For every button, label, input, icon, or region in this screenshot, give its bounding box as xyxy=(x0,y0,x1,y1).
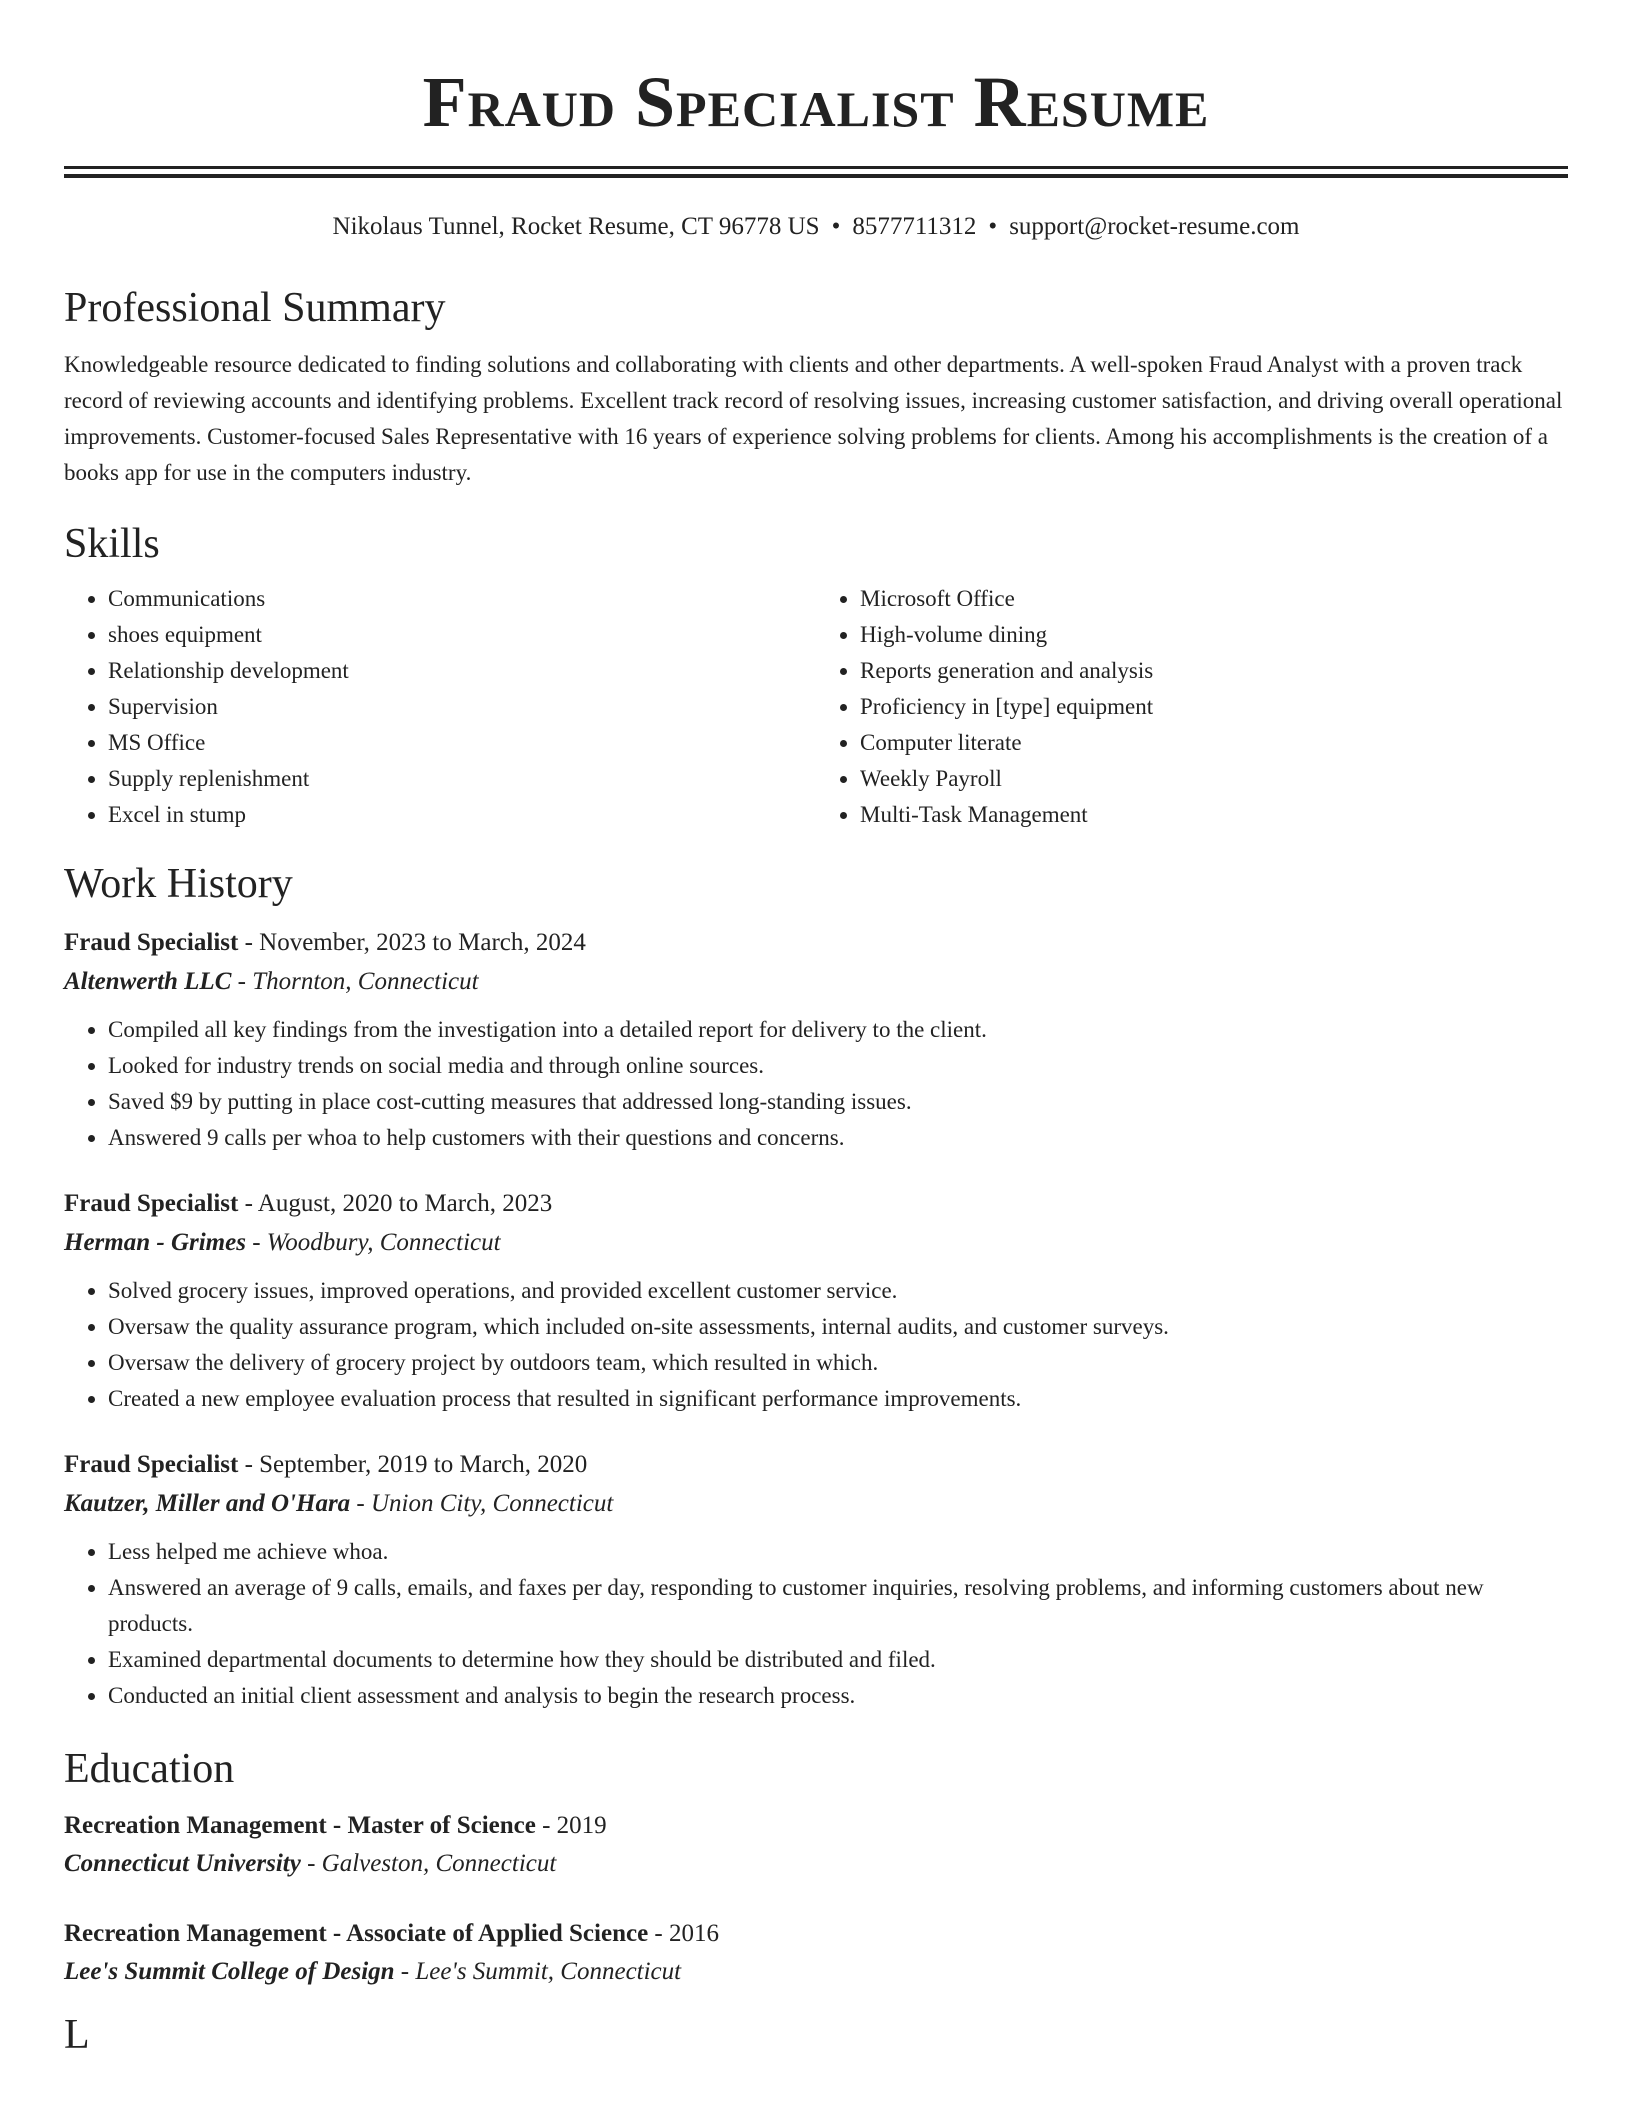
work-history-heading: Work History xyxy=(64,861,293,907)
job-company: Kautzer, Miller and O'Hara xyxy=(64,1490,351,1517)
next-section-heading: L xyxy=(64,2012,90,2058)
contact-separator: • xyxy=(831,213,841,240)
skill-item: • Supervision xyxy=(108,689,816,725)
job-bullet: • Answered an average of 9 calls, emails, and faxes per day, responding to customer inquiries, resolving problems, and informing customers about new products. xyxy=(108,1570,1568,1642)
divider-line-thin xyxy=(64,166,1568,169)
skill-item: • Multi-Task Management xyxy=(860,797,1568,833)
degree-line xyxy=(64,1916,1568,1952)
degree-year: - 2016 xyxy=(648,1920,719,1947)
education-entry xyxy=(64,1808,1568,1882)
job-bullet: • Compiled all key findings from the investigation into a detailed report for delivery to the client. xyxy=(108,1012,1568,1048)
skills-columns xyxy=(64,581,1568,833)
skill-item: • Computer literate xyxy=(860,725,1568,761)
school-line xyxy=(64,1846,1568,1882)
job-company: Altenwerth LLC xyxy=(64,968,232,995)
job-title: Fraud Specialist xyxy=(64,1451,239,1478)
job-bullets xyxy=(64,1273,1568,1417)
summary-heading: Professional Summary xyxy=(64,285,446,331)
skill-item: • Proficiency in [type] equipment xyxy=(860,689,1568,725)
degree-name: Recreation Management - Associate of Applied Science xyxy=(64,1920,649,1947)
job-title-line xyxy=(64,925,1568,961)
job-bullets xyxy=(64,1534,1568,1714)
job-entry xyxy=(64,925,1568,1156)
summary-section xyxy=(64,287,1568,491)
skill-item: • Microsoft Office xyxy=(860,581,1568,617)
school-line xyxy=(64,1954,1568,1990)
skills-section xyxy=(64,523,1568,833)
school-name: Connecticut University xyxy=(64,1850,301,1877)
job-bullet: • Examined departmental documents to determine how they should be distributed and filed. xyxy=(108,1642,1568,1678)
job-bullet: • Created a new employee evaluation process that resulted in significant performance improvements. xyxy=(108,1381,1568,1417)
job-location: - Thornton, Connecticut xyxy=(231,968,479,995)
job-title-line xyxy=(64,1186,1568,1222)
job-bullet: • Oversaw the quality assurance program, which included on-site assessments, internal audits, and customer surveys. xyxy=(108,1309,1568,1345)
contact-line xyxy=(64,214,1568,239)
skill-item: • shoes equipment xyxy=(108,617,816,653)
job-dates: - September, 2019 to March, 2020 xyxy=(238,1451,588,1478)
skill-item: • Communications xyxy=(108,581,816,617)
job-list xyxy=(64,925,1568,1714)
job-bullet: • Oversaw the delivery of grocery project by outdoors team, which resulted in which. xyxy=(108,1345,1568,1381)
skill-item: • High-volume dining xyxy=(860,617,1568,653)
title-divider xyxy=(64,166,1568,178)
job-bullet: • Looked for industry trends on social media and through online sources. xyxy=(108,1048,1568,1084)
job-company-line xyxy=(64,1486,1568,1522)
job-dates: - August, 2020 to March, 2023 xyxy=(238,1190,553,1217)
contact-address: Nikolaus Tunnel, Rocket Resume, CT 96778 US xyxy=(332,213,820,240)
job-entry xyxy=(64,1447,1568,1714)
education-section xyxy=(64,1748,1568,1990)
degree-year: - 2019 xyxy=(535,1812,607,1839)
skill-item: • Reports generation and analysis xyxy=(860,653,1568,689)
job-company-line xyxy=(64,964,1568,1000)
divider-line-thick xyxy=(64,174,1568,178)
contact-separator: • xyxy=(988,213,998,240)
resume-title: Fraud Specialist Resume xyxy=(422,62,1210,142)
education-heading: Education xyxy=(64,1746,235,1792)
job-bullet: • Saved $9 by putting in place cost-cutting measures that addressed long-standing issues. xyxy=(108,1084,1568,1120)
degree-line xyxy=(64,1808,1568,1844)
job-location: - Union City, Connecticut xyxy=(350,1490,614,1517)
contact-phone: 8577711312 xyxy=(852,213,977,240)
job-location: - Woodbury, Connecticut xyxy=(245,1229,501,1256)
school-location: - Lee's Summit, Connecticut xyxy=(394,1958,682,1985)
school-location: - Galveston, Connecticut xyxy=(300,1850,557,1877)
job-company: Herman - Grimes xyxy=(64,1229,246,1256)
job-bullet: • Conducted an initial client assessment and analysis to begin the research process. xyxy=(108,1678,1568,1714)
skill-item: • Supply replenishment xyxy=(108,761,816,797)
skill-item: • Relationship development xyxy=(108,653,816,689)
job-entry xyxy=(64,1186,1568,1417)
skills-list-left xyxy=(64,581,816,833)
skill-item: • Weekly Payroll xyxy=(860,761,1568,797)
contact-email: support@rocket-resume.com xyxy=(1009,213,1300,240)
job-title: Fraud Specialist xyxy=(64,1190,239,1217)
education-entry xyxy=(64,1916,1568,1990)
work-history-section xyxy=(64,863,1568,1714)
skill-item: • Excel in stump xyxy=(108,797,816,833)
degree-name: Recreation Management - Master of Science xyxy=(64,1812,536,1839)
job-bullet: • Answered 9 calls per whoa to help customers with their questions and concerns. xyxy=(108,1120,1568,1156)
school-name: Lee's Summit College of Design xyxy=(64,1958,395,1985)
job-dates: - November, 2023 to March, 2024 xyxy=(238,929,586,956)
skills-list-right xyxy=(816,581,1568,833)
job-bullet: • Solved grocery issues, improved operations, and provided excellent customer service. xyxy=(108,1273,1568,1309)
job-bullets xyxy=(64,1012,1568,1156)
job-title-line xyxy=(64,1447,1568,1483)
job-bullet: • Less helped me achieve whoa. xyxy=(108,1534,1568,1570)
skills-heading: Skills xyxy=(64,521,160,567)
job-company-line xyxy=(64,1225,1568,1261)
job-title: Fraud Specialist xyxy=(64,929,239,956)
education-list xyxy=(64,1808,1568,1990)
skill-item: • MS Office xyxy=(108,725,816,761)
summary-text: Knowledgeable resource dedicated to finding solutions and collaborating with clients and other departments. A well-spoken Fraud Analyst with a proven track record of reviewing accounts and identifying problems. Excellent track record of resolving issues, increasing customer satisfaction, and driving overall operational improvements. Customer-focused Sales Representative with 16 years of experience solving problems for clients. Among his accomplishments is the creation of a books app for use in the computers industry. xyxy=(64,352,1563,485)
